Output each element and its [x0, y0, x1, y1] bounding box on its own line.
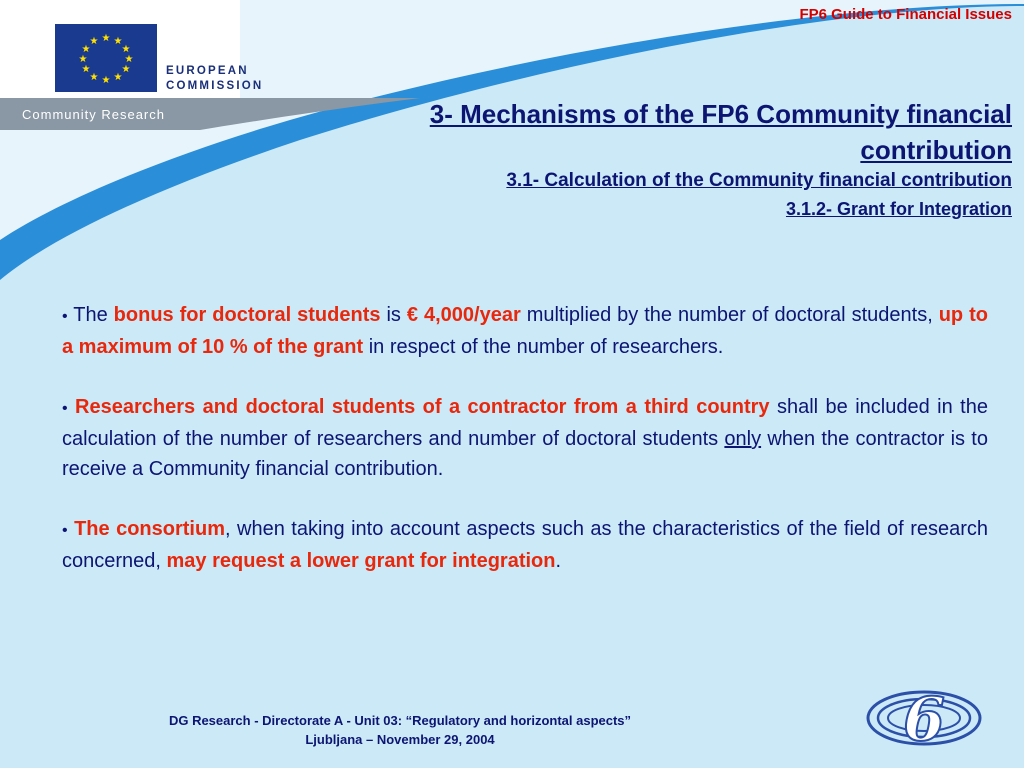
bullet-text: shall be included in the calculation of the number of researchers and number of doctoral students	[62, 396, 988, 450]
bullet-item-3	[62, 514, 988, 576]
org-name-line2: COMMISSION	[166, 80, 264, 92]
bullet-item-2	[62, 392, 988, 484]
bullet-text: when the contractor is to receive a Community financial contribution.	[62, 428, 988, 480]
svg-text:★: ★	[89, 72, 99, 83]
bullet-highlight: Researchers and doctoral students of a contractor from a third country	[75, 396, 770, 418]
fp6-logo-icon	[864, 682, 984, 757]
svg-text:★: ★	[89, 36, 99, 47]
svg-text:6: 6	[903, 685, 945, 752]
slide-titles	[292, 96, 1012, 224]
bullet-marker: •	[62, 308, 68, 325]
bullet-highlight: € 4,000/year	[406, 304, 521, 326]
bullet-marker: •	[62, 522, 68, 539]
bullet-highlight: may request a lower grant for integration	[166, 550, 556, 572]
bullet-highlight: up to a maximum of 10 % of the grant	[62, 304, 989, 358]
bullet-list	[62, 300, 988, 606]
slide-title: 3- Mechanisms of the FP6 Community financial contribution	[429, 99, 1012, 165]
svg-text:★: ★	[81, 44, 91, 55]
bullet-highlight: The consortium	[74, 518, 225, 540]
slide-subtitle: 3.1- Calculation of the Community financial contribution	[506, 170, 1012, 191]
bullet-marker: •	[62, 400, 68, 417]
bullet-item-1	[62, 300, 988, 362]
svg-text:★: ★	[81, 64, 91, 75]
bullet-text: multiplied by the number of doctoral students,	[520, 304, 939, 326]
guide-title-label: FP6 Guide to Financial Issues	[799, 6, 1012, 23]
svg-text:★: ★	[113, 36, 123, 47]
bullet-text: in respect of the number of researchers.	[363, 336, 724, 358]
bullet-text: , when taking into account aspects such as the characteristics of the field of research concerned,	[62, 518, 989, 572]
footer-line2: Ljubljana – November 29, 2004	[305, 732, 495, 747]
bullet-text: is	[380, 304, 407, 326]
svg-text:★: ★	[101, 75, 111, 86]
bullet-text: The	[73, 304, 114, 326]
svg-text:★: ★	[121, 44, 131, 55]
footer-line1: DG Research - Directorate A - Unit 03: “Regulatory and horizontal aspects”	[168, 713, 632, 728]
svg-text:★: ★	[121, 64, 131, 75]
slide-subsubtitle: 3.1.2- Grant for Integration	[785, 199, 1012, 219]
svg-text:★: ★	[101, 33, 111, 44]
org-name-line1: EUROPEAN	[166, 65, 249, 77]
footer	[130, 711, 670, 749]
bullet-highlight: bonus for doctoral students	[113, 304, 381, 326]
eu-flag-icon	[55, 24, 157, 97]
bullet-underline: only	[724, 428, 762, 450]
bullet-text: .	[555, 550, 562, 572]
svg-text:★: ★	[113, 72, 123, 83]
org-name	[166, 64, 263, 94]
community-research-label: Community Research	[22, 107, 165, 122]
svg-text:★: ★	[78, 54, 88, 65]
svg-text:★: ★	[124, 54, 134, 65]
